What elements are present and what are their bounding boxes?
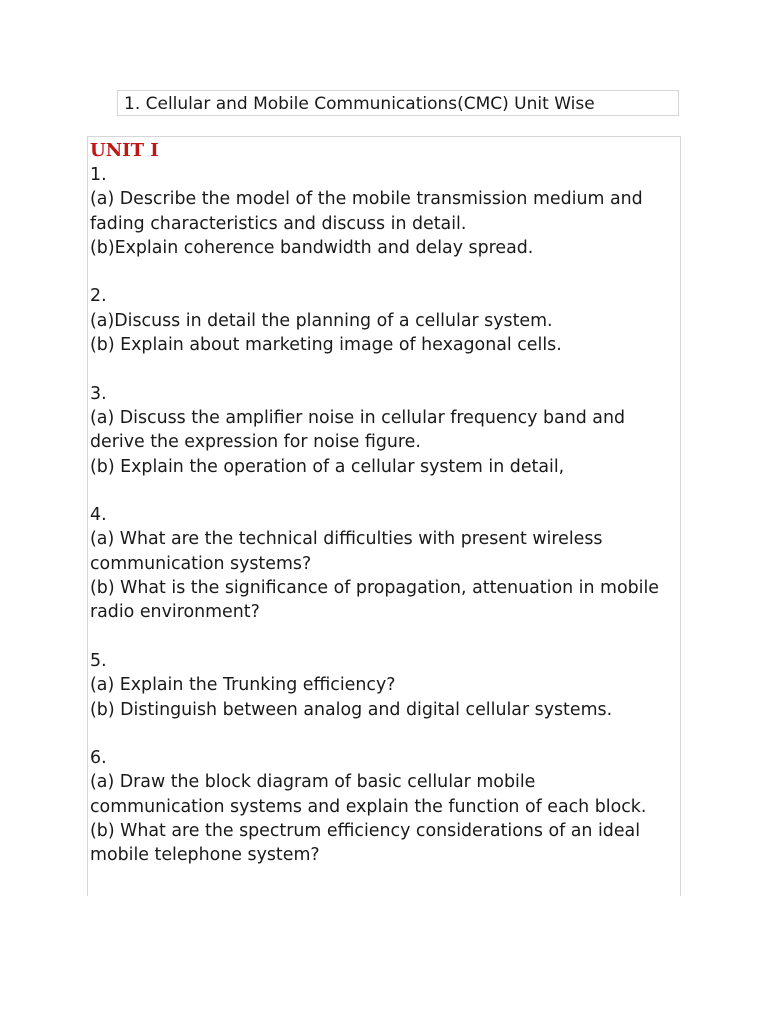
questions-panel bbox=[87, 136, 681, 896]
question-line: (b)Explain coherence bandwidth and delay spread. bbox=[90, 237, 534, 258]
question-3 bbox=[90, 382, 680, 479]
question-number: 6. bbox=[90, 748, 107, 769]
question-line: communication systems and explain the function of each block. bbox=[90, 796, 647, 817]
question-number: 5. bbox=[90, 650, 107, 671]
question-5 bbox=[90, 649, 680, 722]
question-line: communication systems? bbox=[90, 553, 312, 574]
document-title: 1. Cellular and Mobile Communications(CMC) Unit Wise bbox=[124, 94, 595, 114]
question-line: (a) Draw the block diagram of basic cellular mobile bbox=[90, 772, 536, 793]
question-line: (a) Explain the Trunking efficiency? bbox=[90, 675, 396, 696]
question-2 bbox=[90, 284, 680, 357]
question-line: (b) Explain the operation of a cellular system in detail, bbox=[90, 456, 565, 477]
question-line: derive the expression for noise figure. bbox=[90, 432, 421, 453]
question-line: (b) Distinguish between analog and digital cellular systems. bbox=[90, 699, 613, 720]
spacer bbox=[90, 260, 680, 284]
unit-heading: UNIT I bbox=[90, 140, 159, 161]
question-line: (a)Discuss in detail the planning of a cellular system. bbox=[90, 310, 553, 331]
question-1 bbox=[90, 163, 680, 260]
question-6 bbox=[90, 746, 680, 867]
question-line: (b) What are the spectrum efficiency considerations of an ideal bbox=[90, 821, 641, 842]
question-number: 3. bbox=[90, 383, 107, 404]
question-number: 1. bbox=[90, 165, 107, 185]
spacer bbox=[90, 722, 680, 746]
question-line: (a) Discuss the amplifier noise in cellular frequency band and bbox=[90, 407, 625, 428]
question-number: 2. bbox=[90, 286, 107, 307]
spacer bbox=[90, 479, 680, 503]
question-line: (a) What are the technical difficulties with present wireless bbox=[90, 529, 603, 550]
question-line: (a) Describe the model of the mobile transmission medium and bbox=[90, 189, 643, 210]
question-line: (b) What is the significance of propagation, attenuation in mobile bbox=[90, 578, 660, 599]
question-line: fading characteristics and discuss in detail. bbox=[90, 213, 467, 234]
question-number: 4. bbox=[90, 505, 107, 526]
question-line: radio environment? bbox=[90, 602, 260, 623]
question-4 bbox=[90, 503, 680, 624]
spacer bbox=[90, 357, 680, 381]
document-title-box bbox=[117, 90, 679, 116]
question-line: mobile telephone system? bbox=[90, 845, 320, 866]
spacer bbox=[90, 625, 680, 649]
question-line: (b) Explain about marketing image of hexagonal cells. bbox=[90, 335, 562, 356]
